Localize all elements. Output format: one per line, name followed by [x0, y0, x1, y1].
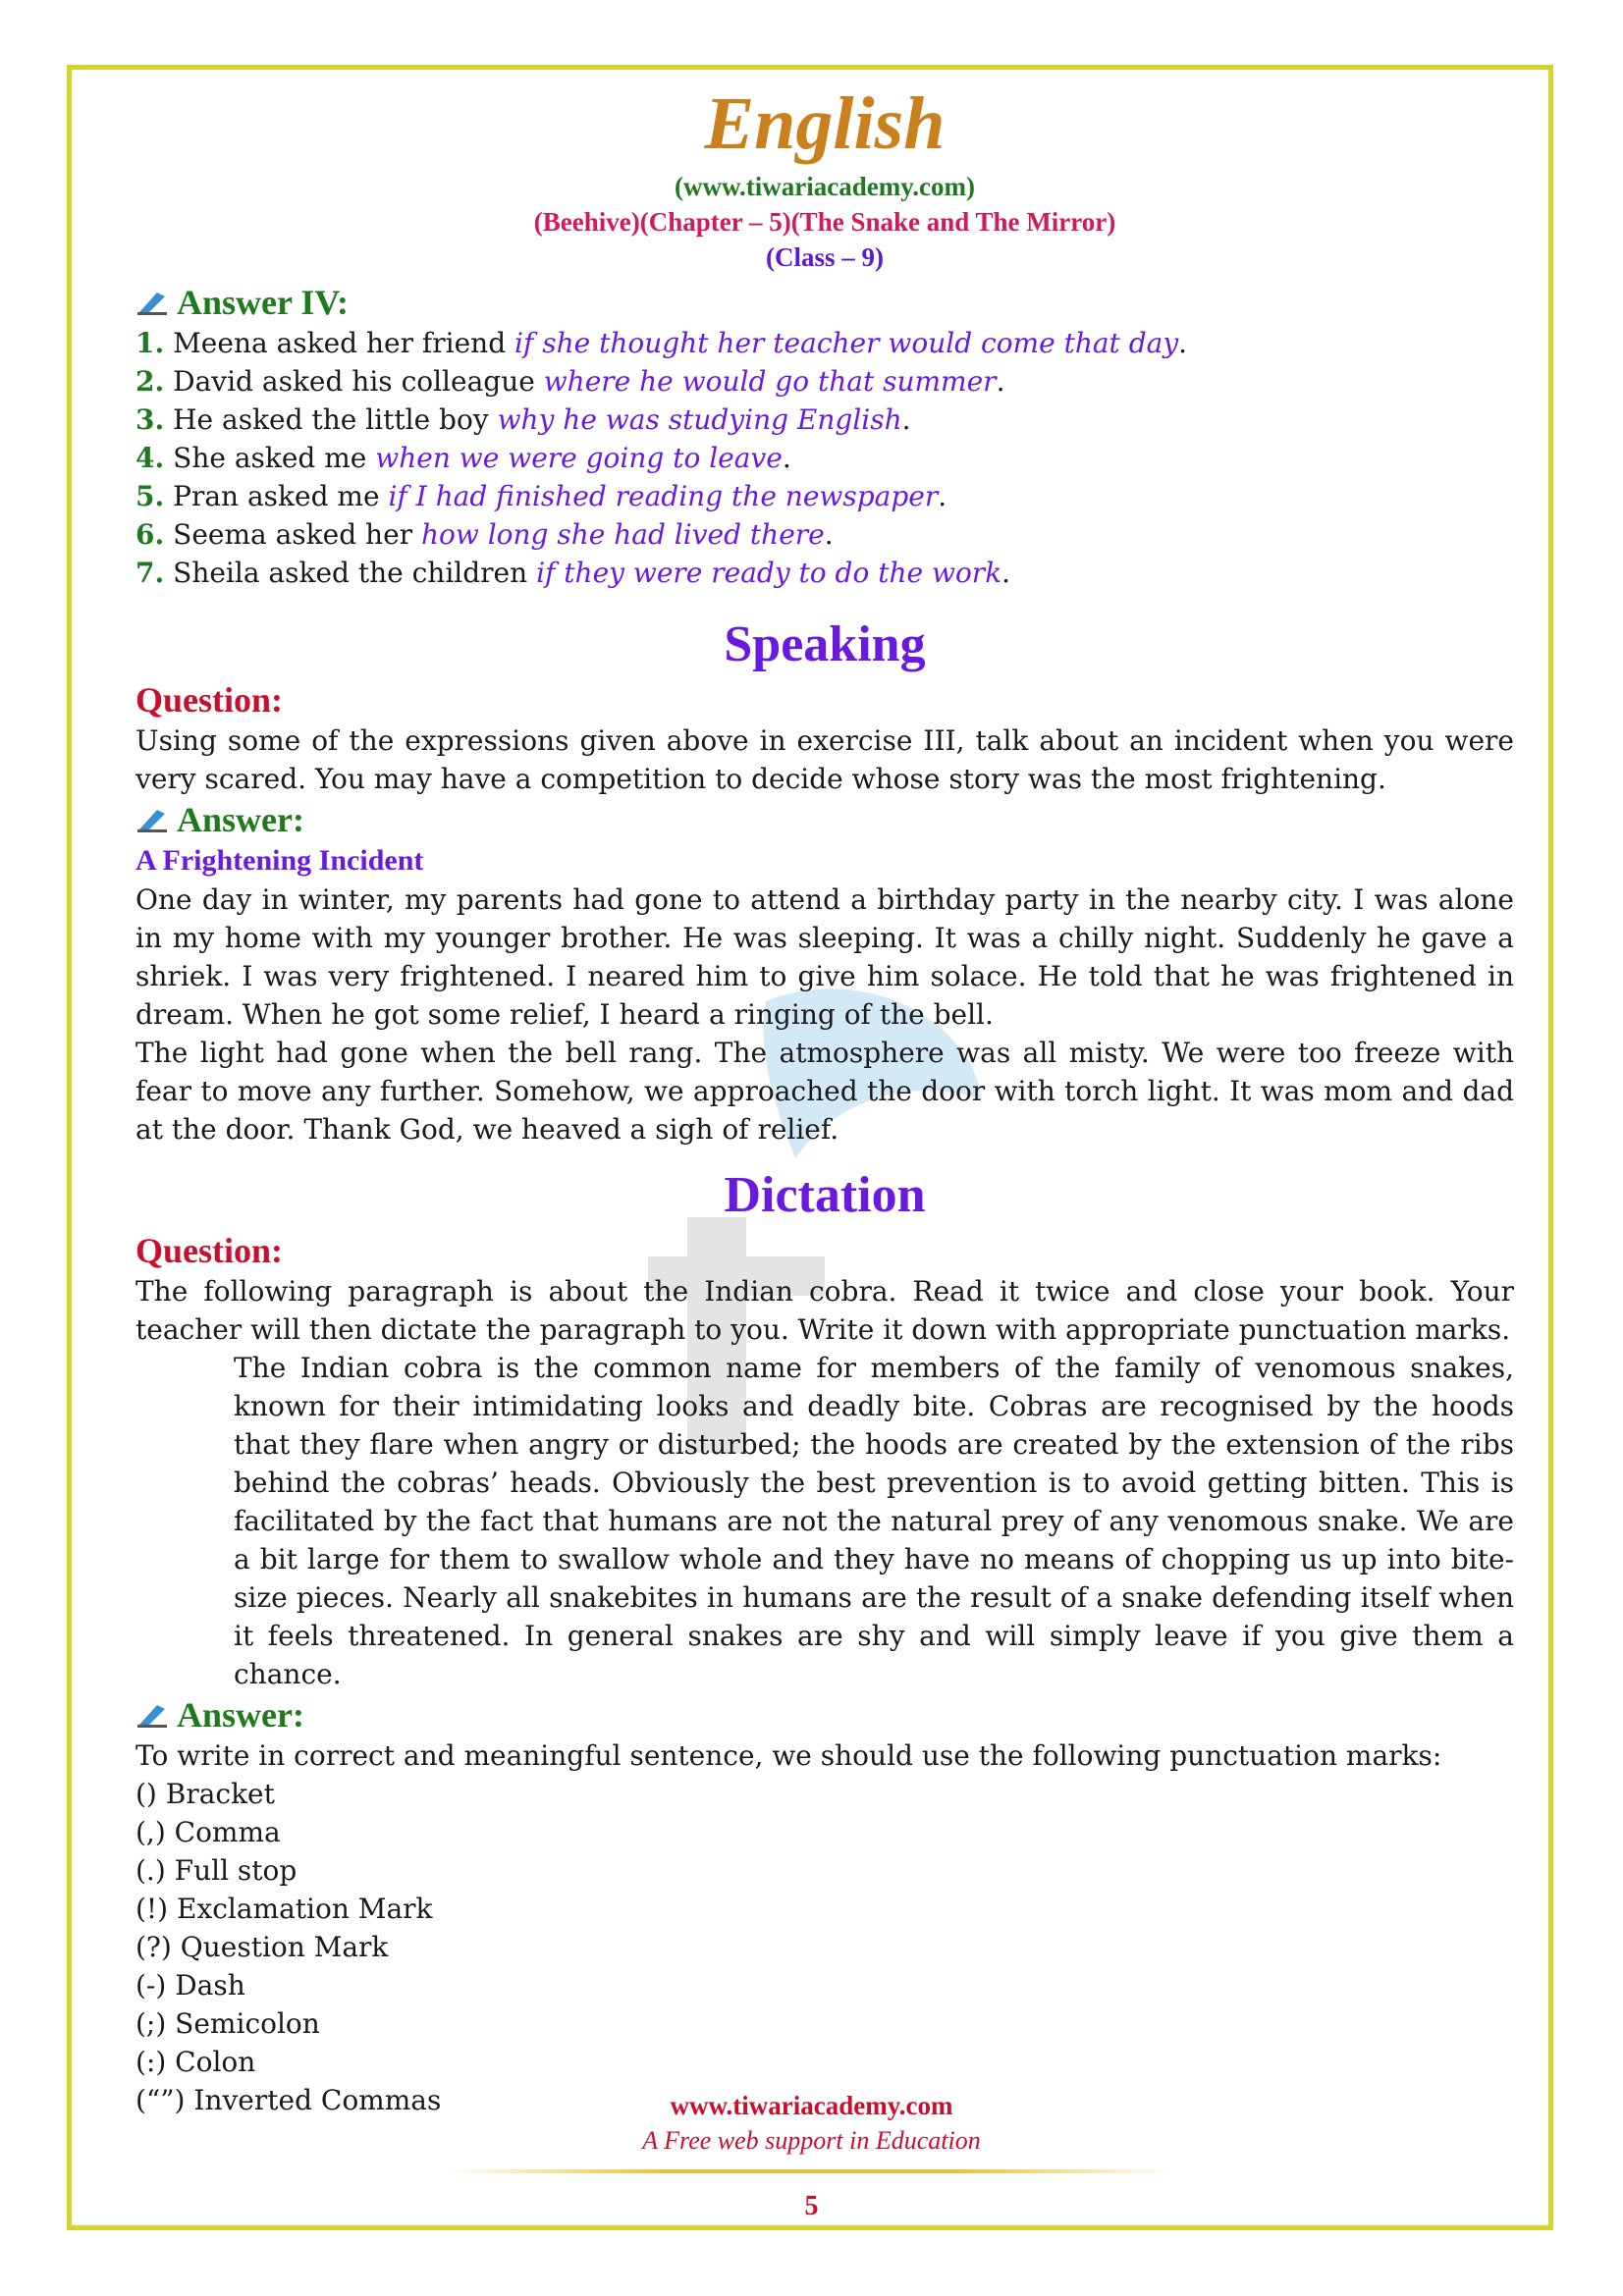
speaking-question: Using some of the expressions given above in exercise III, talk about an incident when you were very scared. You may have a competition to decide whose story was the most frightening.	[135, 724, 1514, 795]
list-item: (;) Semicolon	[135, 2007, 320, 2040]
list-item: (,) Comma	[135, 1816, 281, 1848]
section-title-dictation: Dictation	[724, 1167, 926, 1223]
speaking-question-label: Question:	[135, 680, 284, 720]
list-item: 7. Sheila asked the children if they were ready to do the work.	[135, 557, 1011, 589]
header-chapter: (Beehive)(Chapter – 5)(The Snake and The Mirror)	[533, 207, 1116, 237]
list-item: (.) Full stop	[135, 1854, 298, 1887]
answer-iv-heading: Answer IV:	[135, 281, 1514, 324]
list-item: 3. He asked the little boy why he was studying English.	[135, 403, 911, 436]
list-item: 6. Seema asked her how long she had lived there.	[135, 518, 834, 551]
list-item: 5. Pran asked me if I had finished reading the newspaper.	[135, 480, 947, 512]
page-number: 5	[804, 2191, 819, 2221]
footer-tagline: A Free web support in Education	[642, 2126, 981, 2155]
page-content	[135, 79, 1514, 2119]
list-item: 2. David asked his colleague where he would go that summer.	[135, 365, 1005, 398]
list-item: (?) Question Mark	[135, 1931, 389, 1963]
dictation-question-label: Question:	[135, 1231, 284, 1270]
dictation-answer-heading: Answer:	[135, 1693, 1514, 1736]
header-class: (Class – 9)	[766, 242, 884, 272]
punctuation-list	[135, 1775, 1514, 2119]
dictation-passage: The Indian cobra is the common name for members of the family of venomous snakes, known for their intimidating looks and deadly bite. Cobras are recognised by the hoods that they flare when angry or disturbed; the hoods are created by the extension of the ribs behind the cobras’ heads. Obviously the best prevention is to avoid getting bitten. This is facilitated by the fact that humans are not the natural prey of any venomous snake. We are a bit large for them to swallow whole and they have no means of chopping us up into bite-size pieces. Nearly all snakebites in humans are the result of a snake defending itself when it feels threatened. In general snakes are shy and will simply leave if you give them a chance.	[234, 1352, 1514, 1690]
list-item: 4. She asked me when we were going to leave.	[135, 442, 791, 474]
list-item: (-) Dash	[135, 1969, 245, 2002]
dictation-question: The following paragraph is about the Indian cobra. Read it twice and close your book. Your teacher will then dictate the paragraph to you. Write it down with appropriate punctuation marks.	[135, 1275, 1514, 1346]
footer-site-link[interactable]: www.tiwariacademy.com	[670, 2091, 953, 2120]
story-paragraph-1: One day in winter, my parents had gone to attend a birthday party in the nearby city. I was alone in my home with my younger brother. He was sleeping. It was a chilly night. Suddenly he gave a shriek. I was very frightened. I neared him to give him solace. He told that he was frightened in dream. When he got some relief, I heard a ringing of the bell.	[135, 883, 1514, 1031]
page-title: English	[704, 82, 946, 165]
pen-icon	[135, 289, 169, 316]
list-item: (:) Colon	[135, 2046, 256, 2078]
section-title-speaking: Speaking	[724, 616, 926, 672]
speaking-answer-heading: Answer:	[135, 798, 1514, 841]
story-title: A Frightening Incident	[135, 844, 424, 877]
list-item: () Bracket	[135, 1778, 275, 1810]
story-paragraph-2: The light had gone when the bell rang. The atmosphere was all misty. We were too freeze with fear to move any further. Somehow, we approached the door with torch light. It was mom and dad at the door. Thank God, we heaved a sigh of relief.	[135, 1037, 1514, 1146]
pen-icon	[135, 806, 169, 833]
list-item: 1. Meena asked her friend if she thought her teacher would come that day.	[135, 327, 1188, 359]
list-item: (!) Exclamation Mark	[135, 1893, 433, 1925]
header-site: (www.tiwariacademy.com)	[675, 172, 975, 201]
answer-iv-list	[135, 324, 1514, 592]
footer-divider	[448, 2169, 1174, 2173]
pen-icon	[135, 1701, 169, 1729]
dictation-answer-intro: To write in correct and meaningful sentence, we should use the following punctuation marks:	[135, 1739, 1442, 1772]
list-item: (“”) Inverted Commas	[135, 2084, 442, 2116]
